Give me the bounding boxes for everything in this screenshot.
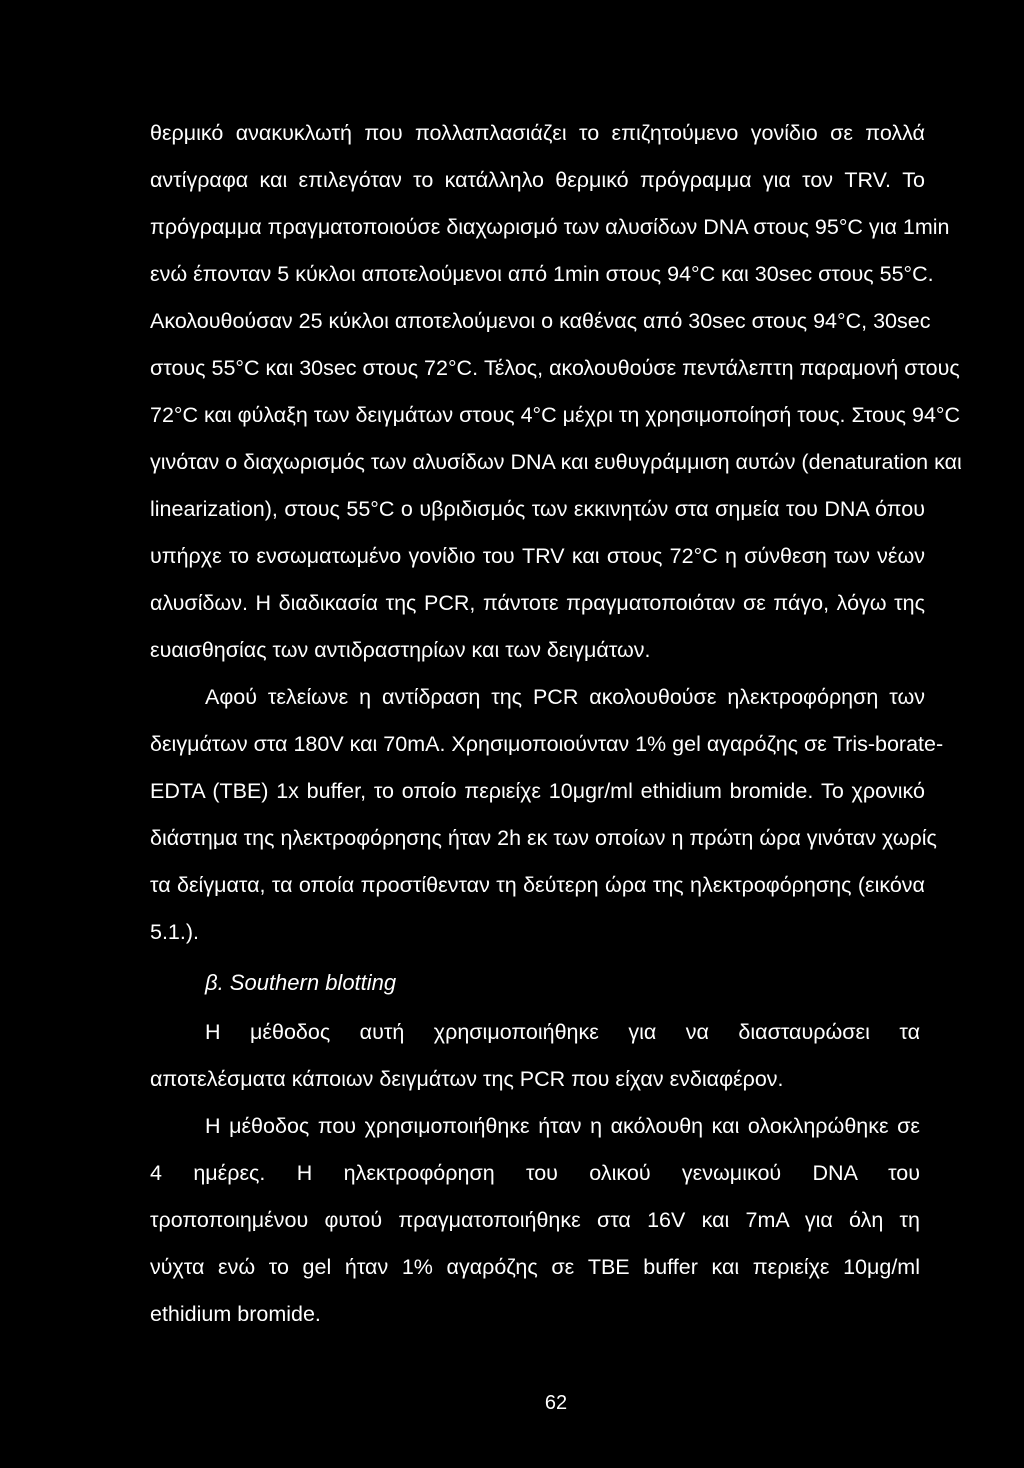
text-line: δειγμάτων στα 180V και 70mA. Χρησιμοποιούνταν 1% gel αγαρόζης σε Tris-borate- [150, 732, 944, 756]
text-line: ενώ έπονταν 5 κύκλοι αποτελούμενοι από 1min στους 94°C και 30sec στους 55°C. [150, 262, 934, 286]
text-line: Η μέθοδος αυτή χρησιμοποιήθηκε για να διασταυρώσει τα [205, 1020, 920, 1044]
text-line: διάστημα της ηλεκτροφόρησης ήταν 2h εκ των οποίων η πρώτη ώρα γινόταν χωρίς [150, 826, 937, 850]
text-line: Αφού τελείωνε η αντίδραση της PCR ακολουθούσε ηλεκτροφόρηση των [205, 685, 925, 709]
section-heading-southern-blotting: β. Southern blotting [205, 970, 397, 995]
page-number: 62 [544, 1392, 568, 1414]
text-line: υπήρχε το ενσωματωμένο γονίδιο του TRV και στους 72°C η σύνθεση των νέων [150, 544, 925, 568]
text-line: Ακολουθούσαν 25 κύκλοι αποτελούμενοι ο καθένας από 30sec στους 94°C, 30sec [150, 309, 931, 333]
text-line: αλυσίδων. Η διαδικασία της PCR, πάντοτε πραγματοποιόταν σε πάγο, λόγω της [150, 591, 925, 615]
text-line: τα δείγματα, τα οποία προστίθενταν τη δεύτερη ώρα της ηλεκτροφόρησης (εικόνα [150, 873, 925, 897]
text-line: ethidium bromide. [150, 1302, 321, 1326]
text-line: νύχτα ενώ το gel ήταν 1% αγαρόζης σε TBE buffer και περιείχε 10μg/ml [150, 1255, 920, 1279]
text-line: linearization), στους 55°C ο υβριδισμός των εκκινητών στα σημεία του DNA όπου [150, 497, 925, 521]
text-line: στους 55°C και 30sec στους 72°C. Τέλος, ακολουθούσε πεντάλεπτη παραμονή στους [150, 356, 960, 380]
text-line: πρόγραμμα πραγματοποιούσε διαχωρισμό των αλυσίδων DNA στους 95°C για 1min [150, 215, 950, 239]
text-line: 5.1.). [150, 920, 199, 944]
text-line: γινόταν ο διαχωρισμός των αλυσίδων DNA και ευθυγράμμιση αυτών (denaturation και [150, 450, 962, 474]
text-line: θερμικό ανακυκλωτή που πολλαπλασιάζει το επιζητούμενο γονίδιο σε πολλά [150, 121, 925, 145]
text-line: τροποποιημένου φυτού πραγματοποιήθηκε στα 16V και 7mA για όλη τη [150, 1208, 920, 1232]
text-line: Η μέθοδος που χρησιμοποιήθηκε ήταν η ακόλουθη και ολοκληρώθηκε σε [205, 1114, 920, 1138]
text-line: EDTA (TBE) 1x buffer, το οποίο περιείχε 10μgr/ml ethidium bromide. Το χρονικό [150, 779, 925, 803]
text-line: 72°C και φύλαξη των δειγμάτων στους 4°C μέχρι τη χρησιμοποίησή τους. Στους 94°C [150, 403, 961, 427]
text-line: αποτελέσματα κάποιων δειγμάτων της PCR που είχαν ενδιαφέρον. [150, 1067, 784, 1091]
text-line: 4 ημέρες. Η ηλεκτροφόρηση του ολικού γενωμικού DNA του [150, 1161, 920, 1185]
text-line: αντίγραφα και επιλεγόταν το κατάλληλο θερμικό πρόγραμμα για τον TRV. Το [150, 168, 925, 192]
text-line: ευαισθησίας των αντιδραστηρίων και των δειγμάτων. [150, 638, 651, 662]
